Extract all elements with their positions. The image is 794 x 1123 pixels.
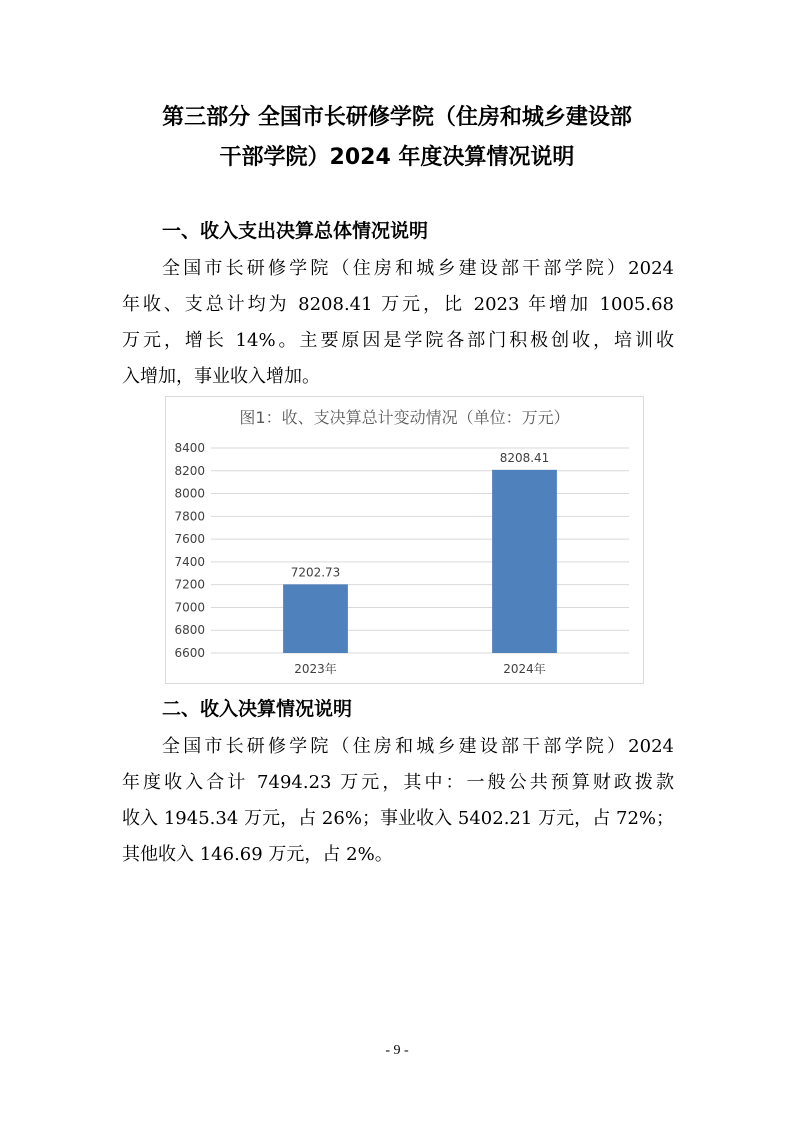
chart-plot <box>166 397 645 685</box>
data-label: 7202.73 <box>290 565 341 580</box>
y-tick-label: 6600 <box>174 646 205 660</box>
y-tick-label: 8200 <box>174 463 205 478</box>
data-label: 8208.41 <box>499 450 550 465</box>
paragraph-line: 入增加，事业收入增加。 <box>122 366 320 387</box>
bar-chart <box>165 396 644 684</box>
y-tick-label: 7400 <box>174 554 205 569</box>
y-tick-label: 7000 <box>174 600 205 615</box>
x-tick-label: 2023年 <box>294 662 337 676</box>
title-line-1: 第三部分 全国市长研修学院（住房和城乡建设部 <box>162 105 632 130</box>
title-line-2: 干部学院）2024 年度决算情况说明 <box>219 145 575 170</box>
y-tick-label: 7600 <box>174 532 205 547</box>
y-tick-label: 8000 <box>174 486 205 501</box>
page-title <box>120 98 674 178</box>
bar <box>492 470 557 653</box>
y-tick-label: 8400 <box>174 441 205 455</box>
section-heading-1: 一、收入支出决算总体情况说明 <box>162 220 429 242</box>
y-tick-label: 7800 <box>174 509 205 524</box>
paragraph-line: 全国市长研修学院（住房和城乡建设部干部学院）2024 <box>162 736 674 757</box>
y-tick-label: 7200 <box>174 577 205 592</box>
paragraph-line: 年收、支总计均为 8208.41 万元，比 2023 年增加 1005.68 <box>122 294 674 315</box>
bar <box>283 584 348 653</box>
paragraph-line: 年度收入合计 7494.23 万元，其中：一般公共预算财政拨款 <box>122 772 674 793</box>
paragraph-line: 万元，增长 14%。主要原因是学院各部门积极创收，培训收 <box>122 330 674 351</box>
y-tick-label: 6800 <box>174 623 205 638</box>
paragraph-line: 收入 1945.34 万元，占 26%；事业收入 5402.21 万元，占 72%； <box>122 808 674 829</box>
page-number: - 9 - <box>385 1043 409 1058</box>
chart-title: 图1：收、支决算总计变动情况（单位：万元） <box>239 408 570 427</box>
paragraph-line: 全国市长研修学院（住房和城乡建设部干部学院）2024 <box>162 258 674 279</box>
section-heading-2: 二、收入决算情况说明 <box>162 698 353 720</box>
x-tick-label: 2024年 <box>503 662 546 676</box>
paragraph-line: 其他收入 146.69 万元，占 2%。 <box>122 844 393 865</box>
